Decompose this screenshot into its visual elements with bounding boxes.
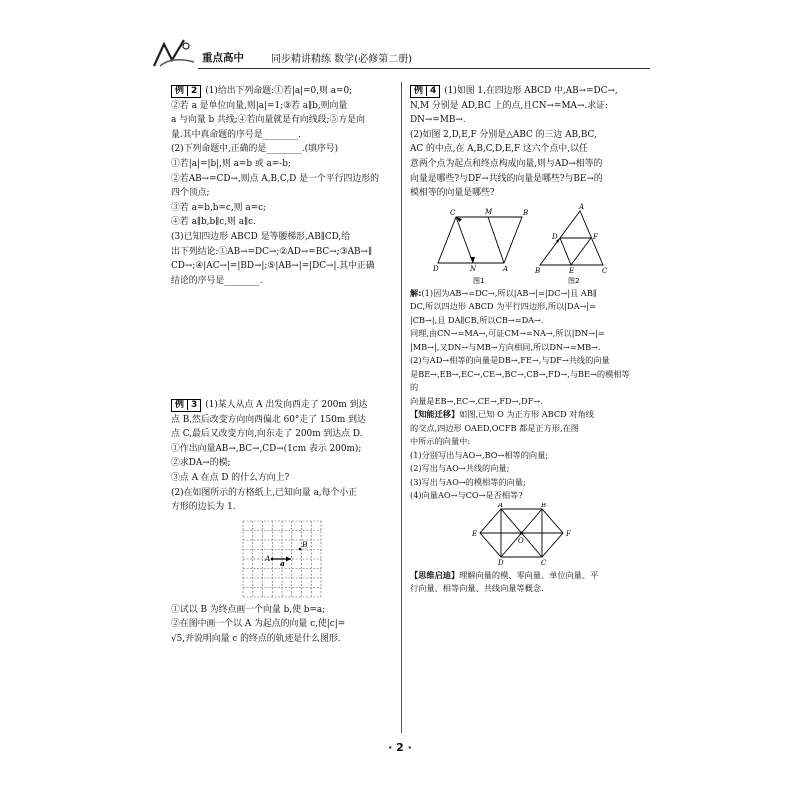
transfer <box>410 408 636 503</box>
example-4 <box>410 84 636 596</box>
fig1-label-M: M <box>485 207 493 216</box>
example-4-line: DN→=MB→. <box>410 115 466 126</box>
fig1-label-B: B <box>523 208 529 217</box>
solution-line: 向量是EB→,EC→,CE→,FD→,DF→. <box>410 395 543 406</box>
example-2-line: ②若 a 是单位向量,则|a|=1;③若 a∥b,则向量 <box>171 100 348 111</box>
transfer-figure <box>410 503 636 565</box>
solution-line: DC,所以四边形 ABCD 为平行四边形,所以|DA→|= <box>410 301 597 312</box>
example-3-line: √5,并说明向量 c 的终点的轨迹是什么图形. <box>171 633 341 644</box>
fig2-label-E: E <box>569 266 575 275</box>
transfer-line: 【知能迁移】如图,已知 O 为正方形 ABCD 对角线 <box>410 409 594 420</box>
thinking-line: 【思维启迪】理解向量的模、零向量、单位向量、平 <box>410 569 599 580</box>
figure-1-caption: 图1 <box>473 276 485 285</box>
example-2-line: CD→;④|AC→|=|BD→|;⑤|AB→|=|DC→|.其中正确 <box>171 261 375 272</box>
example-3-line: ①作出向量AB→,BC→,CD→(1cm 表示 200m); <box>171 443 362 454</box>
solution-line: 同理,由CN→=MA→,可证CM→=NA→,所以|DN→|= <box>410 328 605 339</box>
example-2-line: a 与向量 b 共线;④若向量就是有向线段;⑤方是向 <box>171 115 366 126</box>
thinking-label: 【思维启迪】 <box>410 569 460 580</box>
fig2-label-B: B <box>535 266 541 275</box>
transfer-line: (4)向量AO→与CO→是否相等? <box>410 490 523 501</box>
example-2-line: 量.其中真命题的序号是________. <box>171 129 301 140</box>
example-3-line: ②在图中画一个以 A 为起点的向量 c,使|c|= <box>171 619 346 630</box>
example-4-line: 向量是哪些?与DF→共线的向量是哪些?与BE→的 <box>410 173 603 184</box>
fig1-label-A: A <box>503 264 509 273</box>
thinking <box>410 569 636 596</box>
book-logo-icon <box>150 36 200 72</box>
grid-label-a: a <box>280 558 285 568</box>
transfer-line: 的交点,四边形 OAED,OCFB 都是正方形,在图 <box>410 422 579 433</box>
thinking-line: 行向量、相等向量、共线向量等概念. <box>410 583 544 594</box>
example-4-line: (2)如图 2,D,E,F 分别是△ABC 的三边 AB,BC, <box>410 129 597 140</box>
header-title: 同步精讲精练 数学(必修第二册) <box>271 54 412 65</box>
transfer-line: (1)分别写出与AO→,BO→相等的向量; <box>410 449 549 460</box>
fig2-label-D: D <box>552 232 558 241</box>
solution-line: (2)与AD→相等的向量是DB→,FE→,与DF→共线的向量 <box>410 355 610 366</box>
solution <box>410 287 636 409</box>
fig2-label-C: C <box>602 266 608 275</box>
grid-figure <box>171 519 394 599</box>
fig2-label-F: F <box>593 232 598 241</box>
figure-2-caption: 图2 <box>568 276 580 285</box>
example-3-line: (2)在如图所示的方格纸上,已知向量 a,每个小正 <box>171 487 358 498</box>
vector-a-arrowhead-icon <box>286 556 291 561</box>
trans-label-F: F <box>566 529 571 538</box>
page-number: · 2 · <box>388 741 412 754</box>
center-point-O <box>520 531 523 534</box>
example-3-line: 方形的边长为 1. <box>171 502 236 513</box>
trans-label-B: B <box>541 502 547 509</box>
transfer-line: (3)写出与AO→的模相等的向量; <box>410 476 526 487</box>
trans-label-D: D <box>498 558 504 565</box>
example-3-line: 点 C,最后又改变方向,向东走了 200m 到达点 D. <box>171 429 363 440</box>
trans-label-E: E <box>472 529 478 538</box>
example-2-line: (3)已知四边形 ABCD 是等腰梯形,AB∥CD,给 <box>171 231 351 242</box>
example-2-line: 出下列结论:①AB→=DC→;②AD→=BC→;③AB→∥ <box>171 246 373 257</box>
example-4-line: 意两个点为起点和终点构成向量,则与AD→相等的 <box>410 158 603 169</box>
figure-1 <box>438 217 522 263</box>
figures-1-2 <box>410 203 636 287</box>
example-4-line: N,M 分别是 AD,BC 上的点,且CN→=MA→.求证: <box>410 100 608 111</box>
example-3-line: ②求DA→的模; <box>171 458 231 469</box>
solution-line: 是BE→,EB→,EC→,CE→,BC→,CB→,FD→,与BE→的模相等的 <box>410 368 630 393</box>
grid-label-B: B <box>302 539 308 549</box>
header-title-bold: 重点高中 <box>202 52 244 64</box>
example-2-line: ①若|a|=|b|,则 a=b 或 a=-b; <box>171 158 291 169</box>
solution-line: |MB→|,又DN→与MB→方向相同,所以DN→=MB→. <box>410 341 601 352</box>
trans-label-O: O <box>518 536 524 545</box>
point-b-dot <box>299 547 302 550</box>
header-rule <box>198 68 650 69</box>
example-3-line: 例 3 (1)某人从点 A 出发向西走了 200m 到达 <box>171 398 394 413</box>
example-2-line: ④若 a∥b,b∥c,则 a∥c. <box>171 217 256 228</box>
trans-label-C: C <box>541 558 547 565</box>
fig1-label-C: C <box>450 208 456 217</box>
fig1-label-N: N <box>470 264 477 273</box>
fig1-label-D: D <box>433 264 439 273</box>
example-3-line: 点 B,然后改变方向向西偏北 60°走了 150m 到达 <box>171 414 366 425</box>
transfer-label: 【知能迁移】 <box>410 409 460 420</box>
transfer-line: (2)写出与AO→共线的向量; <box>410 463 510 474</box>
solution-line: |CB→|,且 DA∥CB,所以CB→=DA→. <box>410 314 544 325</box>
example-4-line: 例 4 (1)如图 1,在四边形 ABCD 中,AB→=DC→, <box>410 84 636 99</box>
solution-line: 解:(1)因为AB→=DC→,所以|AB→|=|DC→|且 AB∥ <box>410 287 597 298</box>
trans-label-A: A <box>498 502 504 509</box>
example-2-line: ②若AB→=CD→,则点 A,B,C,D 是一个平行四边形的 <box>171 173 379 184</box>
example-4-line: 模相等的向量是哪些? <box>410 188 495 199</box>
example-3-line: ③点 A 在点 D 的什么方向上? <box>171 472 290 483</box>
example-4-line: AC 的中点,在 A,B,C,D,E,F 这六个点中,以任 <box>410 144 588 155</box>
example-2-line: 四个顶点; <box>171 188 210 199</box>
grid-label-A: A <box>265 553 271 563</box>
example-3-tag: 例 3 <box>171 399 201 412</box>
example-2-line: 结论的序号是________. <box>171 275 263 286</box>
example-2-tag: 例 2 <box>171 85 201 98</box>
fig2-label-A: A <box>579 202 585 211</box>
example-2-line: ③若 a=b,b=c,则 a=c; <box>171 202 267 213</box>
solution-label: 解: <box>410 287 422 298</box>
transfer-line: 中所示的向量中: <box>410 436 471 447</box>
column-divider <box>401 82 402 733</box>
example-2 <box>171 84 394 288</box>
page-header <box>150 36 650 76</box>
example-4-tag: 例 4 <box>410 85 440 98</box>
example-2-line: (2)下列命题中,正确的是________.(填序号) <box>171 144 339 155</box>
example-3 <box>171 398 394 647</box>
example-2-line: 例 2 (1)给出下列命题:①若|a|=0,则 a=0; <box>171 84 394 99</box>
point-a-dot <box>271 557 274 560</box>
example-3-line: ①试以 B 为终点画一个向量 b,使 b=a; <box>171 604 326 615</box>
